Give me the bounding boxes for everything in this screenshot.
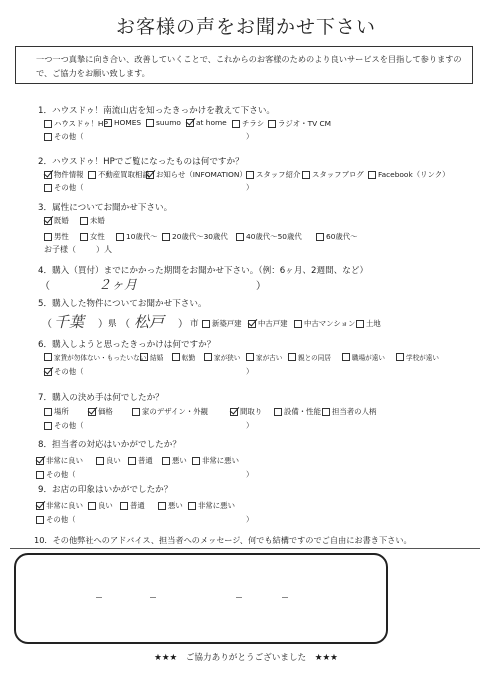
checkbox[interactable] bbox=[396, 353, 404, 361]
q3-option-female[interactable]: 女性 bbox=[80, 231, 105, 242]
q3-option-single[interactable]: 未婚 bbox=[80, 215, 105, 226]
q2-option-info[interactable]: お知らせ（INFOMATION） bbox=[146, 169, 247, 180]
checkbox-checked[interactable] bbox=[186, 119, 194, 127]
checkbox[interactable] bbox=[162, 233, 170, 241]
q4-title: 4．購入（買付）までにかかった期間をお聞かせ下さい。（例：6ヶ月、2週間、など） bbox=[38, 266, 369, 276]
q1-other-close: ） bbox=[246, 132, 254, 141]
q6-title: 6．購入しようと思ったきっかけは何ですか？ bbox=[38, 340, 216, 350]
q9-option-very-good[interactable]: 非常に良い bbox=[36, 500, 83, 511]
checkbox[interactable] bbox=[172, 353, 180, 361]
checkbox-checked[interactable] bbox=[88, 408, 96, 416]
q5-type-new-house[interactable]: 新築戸建 bbox=[202, 318, 242, 329]
checkbox[interactable] bbox=[36, 471, 44, 479]
q1-option-flyer[interactable]: チラシ bbox=[232, 118, 264, 129]
checkbox[interactable] bbox=[268, 120, 276, 128]
q7-option-staff-personality[interactable]: 担当者の人柄 bbox=[322, 406, 376, 417]
footer-thanks: ★★★ ご協力ありがとうございました ★★★ bbox=[154, 653, 338, 663]
q3-option-teens[interactable]: 10歳代～ bbox=[116, 231, 158, 242]
q5-type-used-house[interactable]: 中古戸建 bbox=[248, 318, 288, 329]
q3-option-60s[interactable]: 60歳代～ bbox=[316, 231, 358, 242]
q5-city-close: ） bbox=[178, 319, 188, 330]
q7-option-equipment[interactable]: 設備・性能 bbox=[274, 406, 321, 417]
checkbox[interactable] bbox=[132, 408, 140, 416]
checkbox[interactable] bbox=[88, 171, 96, 179]
q8-option-very-bad[interactable]: 非常に悪い bbox=[192, 455, 239, 466]
checkbox-checked[interactable] bbox=[146, 171, 154, 179]
page-title: お客様の声をお聞かせ下さい bbox=[115, 16, 376, 38]
q1-option-suumo[interactable]: suumo bbox=[146, 118, 181, 127]
q5-pref-open: （ bbox=[42, 319, 52, 330]
q2-option-facebook[interactable]: Facebook（リンク） bbox=[368, 169, 450, 180]
checkbox[interactable] bbox=[44, 233, 52, 241]
q2-option-buyback[interactable]: 不動産買取相談 bbox=[88, 169, 150, 180]
q9-option-normal[interactable]: 普通 bbox=[120, 500, 145, 511]
checkbox-checked[interactable] bbox=[36, 502, 44, 510]
q2-title: 2．ハウスドゥ！HPでご覧になったものは何ですか？ bbox=[38, 157, 244, 167]
q5-city-answer: 松戸 bbox=[134, 313, 165, 331]
q2-option-staff[interactable]: スタッフ紹介 bbox=[246, 169, 300, 180]
q8-option-normal[interactable]: 普通 bbox=[128, 455, 153, 466]
q7-other-close: ） bbox=[246, 421, 254, 430]
q8-other-close: ） bbox=[246, 470, 254, 479]
checkbox[interactable] bbox=[44, 120, 52, 128]
checkbox[interactable] bbox=[316, 233, 324, 241]
q2-option-blog[interactable]: スタッフブログ bbox=[302, 169, 364, 180]
q6-option-work-far[interactable]: 職場が遠い bbox=[342, 352, 385, 362]
q9-title: 9．お店の印象はいかがでしたか？ bbox=[38, 485, 173, 495]
q10-title: 10．その他弊社へのアドバイス、担当者へのメッセージ、何でも結構ですのでご自由にお書き下さい。 bbox=[34, 535, 412, 545]
q6-option-rent[interactable]: 家賃が勿体ない・もったいない bbox=[44, 352, 146, 362]
q10-divider bbox=[10, 548, 480, 549]
checkbox[interactable] bbox=[294, 320, 302, 328]
q1-option-homes[interactable]: HOMES bbox=[104, 118, 141, 127]
checkbox[interactable] bbox=[116, 233, 124, 241]
checkbox[interactable] bbox=[44, 408, 52, 416]
checkbox[interactable] bbox=[146, 119, 154, 127]
q5-pref-label: 県 bbox=[108, 319, 117, 329]
q3-children-unit: ）人 bbox=[96, 245, 112, 254]
checkbox[interactable] bbox=[120, 502, 128, 510]
q8-title: 8．担当者の対応はいかがでしたか？ bbox=[38, 440, 181, 450]
q8-option-other[interactable]: その他（ bbox=[36, 469, 76, 480]
q7-option-design[interactable]: 家のデザイン・外観 bbox=[132, 406, 208, 417]
checkbox[interactable] bbox=[302, 171, 310, 179]
q3-option-male[interactable]: 男性 bbox=[44, 231, 69, 242]
checkbox[interactable] bbox=[140, 353, 148, 361]
checkbox-checked[interactable] bbox=[36, 457, 44, 465]
q2-option-other[interactable]: その他（ bbox=[44, 182, 84, 193]
checkbox[interactable] bbox=[246, 353, 254, 361]
q3-title: 3．属性についてお聞かせ下さい。 bbox=[38, 203, 173, 213]
q9-option-good[interactable]: 良い bbox=[88, 500, 113, 511]
q5-title: 5．購入した物件についてお聞かせ下さい。 bbox=[38, 299, 207, 309]
scan-mark bbox=[96, 597, 102, 598]
q5-pref-answer: 千葉 bbox=[54, 313, 85, 331]
checkbox[interactable] bbox=[44, 133, 52, 141]
q5-city-open: （ bbox=[120, 319, 130, 330]
checkbox[interactable] bbox=[162, 457, 170, 465]
scan-mark bbox=[150, 597, 156, 598]
checkbox[interactable] bbox=[236, 233, 244, 241]
checkbox-checked[interactable] bbox=[248, 320, 256, 328]
q3-option-20s30s[interactable]: 20歳代～30歳代 bbox=[162, 231, 228, 242]
checkbox[interactable] bbox=[368, 171, 376, 179]
q1-option-hp[interactable]: ハウスドゥ！HP bbox=[44, 118, 108, 129]
checkbox[interactable] bbox=[44, 422, 52, 430]
checkbox[interactable] bbox=[36, 516, 44, 524]
checkbox[interactable] bbox=[88, 502, 96, 510]
q9-option-other[interactable]: その他（ bbox=[36, 514, 76, 525]
checkbox-checked[interactable] bbox=[230, 408, 238, 416]
checkbox[interactable] bbox=[158, 502, 166, 510]
checkbox[interactable] bbox=[188, 502, 196, 510]
q8-option-very-good[interactable]: 非常に良い bbox=[36, 455, 83, 466]
q2-other-close: ） bbox=[246, 183, 254, 192]
checkbox[interactable] bbox=[44, 184, 52, 192]
q3-option-40s50s[interactable]: 40歳代～50歳代 bbox=[236, 231, 302, 242]
comment-textarea[interactable] bbox=[14, 553, 388, 644]
checkbox[interactable] bbox=[44, 353, 52, 361]
checkbox-checked[interactable] bbox=[44, 368, 52, 376]
checkbox[interactable] bbox=[322, 408, 330, 416]
q3-children-label: お子様（ bbox=[44, 245, 76, 254]
q1-option-radio-tv[interactable]: ラジオ・TV CM bbox=[268, 118, 331, 129]
checkbox[interactable] bbox=[246, 171, 254, 179]
q6-other-close: ） bbox=[246, 367, 254, 376]
q7-option-price[interactable]: 価格 bbox=[88, 406, 113, 417]
q1-title: 1．ハウスドゥ！南流山店を知ったきっかけを教えて下さい。 bbox=[38, 106, 276, 116]
q6-option-transfer[interactable]: 転勤 bbox=[172, 352, 195, 362]
q6-option-other[interactable]: その他（ bbox=[44, 366, 84, 377]
q5-city-label: 市 bbox=[190, 319, 199, 329]
q8-option-good[interactable]: 良い bbox=[96, 455, 121, 466]
q7-option-other[interactable]: その他（ bbox=[44, 420, 84, 431]
q6-option-old-house[interactable]: 家が古い bbox=[246, 352, 282, 362]
q4-answer-handwritten: ２ヶ月 bbox=[98, 278, 138, 293]
q1-option-athome[interactable]: at home bbox=[186, 118, 227, 127]
q6-option-marriage[interactable]: 結婚 bbox=[140, 352, 163, 362]
q2-option-property[interactable]: 物件情報 bbox=[44, 169, 84, 180]
q5-pref-close: ） bbox=[98, 319, 108, 330]
q6-option-small-house[interactable]: 家が狭い bbox=[204, 352, 240, 362]
checkbox[interactable] bbox=[192, 457, 200, 465]
checkbox[interactable] bbox=[356, 320, 364, 328]
q6-option-school-far[interactable]: 学校が遠い bbox=[396, 352, 439, 362]
checkbox[interactable] bbox=[342, 353, 350, 361]
checkbox[interactable] bbox=[80, 217, 88, 225]
q1-option-other[interactable]: その他（ bbox=[44, 131, 84, 142]
intro-box: 一つ一つ真摯に向き合い、改善していくことで、これからのお客様のためのより良いサービスを目指して参りますので、ご協力をお願い致します。 bbox=[15, 46, 473, 84]
checkbox[interactable] bbox=[80, 233, 88, 241]
q6-option-parents[interactable]: 親との同居 bbox=[288, 352, 331, 362]
q8-option-bad[interactable]: 悪い bbox=[162, 455, 187, 466]
q3-option-married[interactable]: 既婚 bbox=[44, 215, 69, 226]
scan-mark bbox=[282, 597, 288, 598]
checkbox-checked[interactable] bbox=[44, 217, 52, 225]
q7-option-layout[interactable]: 間取り bbox=[230, 406, 262, 417]
q9-option-bad[interactable]: 悪い bbox=[158, 500, 183, 511]
q9-other-close: ） bbox=[246, 515, 254, 524]
checkbox[interactable] bbox=[288, 353, 296, 361]
scan-mark bbox=[236, 597, 242, 598]
checkbox[interactable] bbox=[128, 457, 136, 465]
checkbox[interactable] bbox=[104, 119, 112, 127]
q9-option-very-bad[interactable]: 非常に悪い bbox=[188, 500, 235, 511]
checkbox[interactable] bbox=[232, 120, 240, 128]
checkbox[interactable] bbox=[96, 457, 104, 465]
q7-title: 7．購入の決め手は何でしたか？ bbox=[38, 393, 164, 403]
q5-type-used-mansion[interactable]: 中古マンション bbox=[294, 318, 355, 329]
q7-option-location[interactable]: 場所 bbox=[44, 406, 69, 417]
checkbox[interactable] bbox=[202, 320, 210, 328]
checkbox[interactable] bbox=[204, 353, 212, 361]
checkbox-checked[interactable] bbox=[44, 171, 52, 179]
checkbox[interactable] bbox=[274, 408, 282, 416]
q5-type-land[interactable]: 土地 bbox=[356, 318, 381, 329]
